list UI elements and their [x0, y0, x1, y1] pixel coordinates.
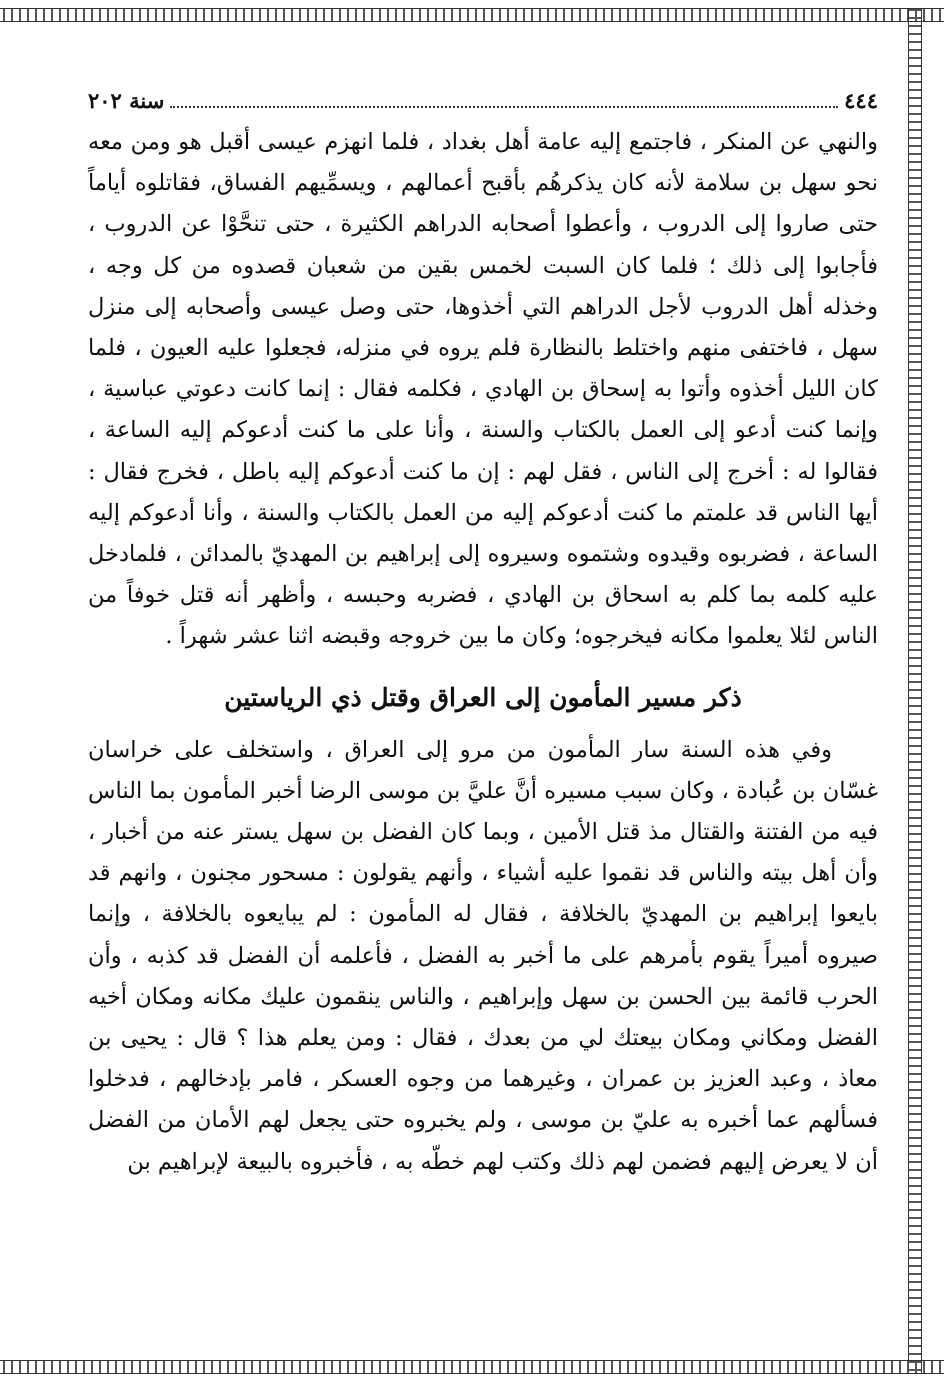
running-header: [88, 88, 878, 122]
paragraph-2: وفي هذه السنة سار المأمون من مرو إلى العراق ، واستخلف على خراسان غسّان بن عُبادة ، وكان سبب مسيره أنَّ عليَّ بن موسى الرضا أخبر المأمون بما الناس فيه من الفتنة والقتال مذ قتل الأمين ، وبما كان الفضل بن سهل يستر عنه من أخبار ، وأن أهل بيته والناس قد نقموا عليه أشياء ، وأنهم يقولون : مسحور مجنون ، وانهم قد بايعوا إبراهيم بن المهديّ بالخلافة ، فقال له المأمون : لم يبايعوه بالخلافة ، وإنما صيروه أميراً يقوم بأمرهم على ما أخبر به الفضل ، فأعلمه أن الفضل قد كذبه ، وأن الحرب قائمة بين الحسن بن سهل وإبراهيم ، والناس ينقمون عليك مكانه ومكان أخيه الفضل ومكاني ومكان بيعتك لي من بعدك ، فقال : ومن يعلم هذا ؟ قال : يحيى بن معاذ ، وعبد العزيز بن عمران ، وغيرهما من وجوه العسكر ، فامر بإدخالهم ، فدخلوا فسألهم عما أخبره به عليّ بن موسى ، ولم يخبروه حتى يجعل لهم الأمان من الفضل أن لا يعرض إليهم فضمن لهم ذلك وكتب لهم خطّه به ، فأخبروه بالبيعة لإبراهيم بن: [88, 736, 878, 1175]
year-label: سنة ٢٠٢: [88, 88, 165, 113]
decorative-border-top: [0, 8, 944, 22]
paragraph-1: والنهي عن المنكر ، فاجتمع إليه عامة أهل بغداد ، فلما انهزم عيسى أقبل هو ومن معه نحو سهل بن سلامة لأنه كان يذكرهُم بأقبح أعمالهم ، ويسمِّيهم الفساق، فقاتلوه أياماً حتى صاروا إلى الدروب ، وأعطوا أصحابه الدراهم الكثيرة ، حتى تنحَّوْا عن الدروب ، فأجابوا إلى ذلك ؛ فلما كان السبت لخمس بقين من شعبان قصدوه من كل وجه ، وخذله أهل الدروب لأجل الدراهم التي أخذوها، حتى وصل عيسى وأصحابه إلى منزل سهل ، فاختفى منهم واختلط بالنظارة فلم يروه في منزله، فجعلوا عليه العيون ، فلما كان الليل أخذوه وأتوا به إسحاق بن الهادي ، فكلمه فقال : إنما كانت دعوتي عباسية ، وإنما كنت أدعو إلى العمل بالكتاب والسنة ، وأنا على ما كنت أدعوكم إليه الساعة ، فقالوا له : أخرج إلى الناس ، فقل لهم : إن ما كنت أدعوكم إليه باطل ، فخرج فقال : أيها الناس قد علمتم ما كنت أدعوكم إليه من العمل بالكتاب والسنة ، وأنا أدعوكم إليه الساعة ، فضربوه وقيدوه وشتموه وسيروه إلى إبراهيم بن المهديّ بالمدائن ، فلمادخل عليه كلمه بما كلم به اسحاق بن الهادي ، فضربه وحبسه ، وأظهر أنه قتل خوفاً من الناس لئلا يعلموا مكانه فيخرجوه؛ وكان ما بين خروجه وقبضه اثنا عشر شهراً .: [88, 129, 878, 650]
book-page: [88, 88, 878, 1183]
page-number: ٤٤٤: [844, 88, 878, 113]
decorative-border-right: [908, 8, 922, 1374]
header-dotted-leader: [170, 94, 838, 108]
body-text: [88, 122, 878, 1183]
decorative-border-bottom: [0, 1360, 944, 1374]
section-title: ذكر مسير المأمون إلى العراق وقتل ذي الرياستين: [224, 682, 742, 712]
